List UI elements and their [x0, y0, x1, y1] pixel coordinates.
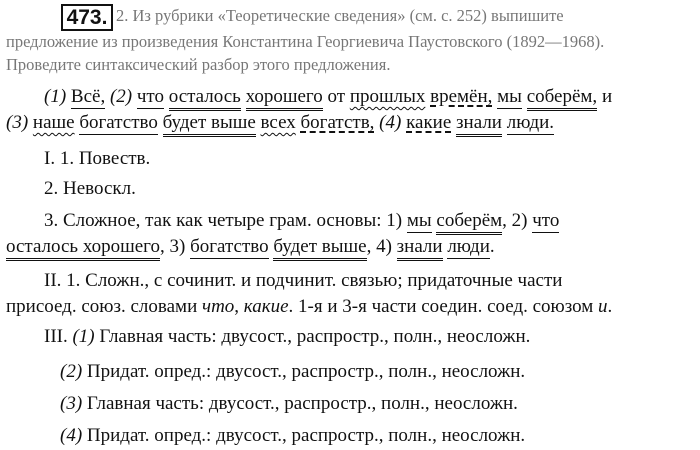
stem-subject: что	[532, 210, 560, 231]
word-predicate: соберём,	[527, 86, 598, 111]
word-predicate: хорошего	[246, 86, 323, 111]
analysis-iii-4	[60, 425, 525, 447]
text: , 3)	[160, 236, 191, 257]
part-number: (4)	[60, 425, 83, 446]
conj-word: что	[202, 296, 235, 317]
word-predicate: осталось	[169, 86, 241, 111]
word-attribute: прошлых	[349, 86, 426, 107]
task-line-1: 2. Из рубрики «Теоретические сведения» (см. с. 252) выпишите	[116, 6, 564, 25]
text: Главная часть: двусост., распростр., полн., неосложн.	[94, 326, 531, 347]
task-line-3: Проведите синтаксический разбор этого предложения.	[6, 55, 391, 74]
text: . 1-я и 3-я части соедин. соед. союзом	[288, 296, 599, 317]
text: , 4)	[366, 236, 397, 257]
word-subject: мы	[497, 86, 522, 107]
text: Придат. опред.: двусост., распростр., полн., неосложн.	[82, 425, 526, 446]
part-number: (4)	[379, 112, 402, 133]
stem-subject: мы	[406, 210, 432, 231]
analysis-iii-1	[44, 326, 530, 348]
part-number: (2)	[60, 361, 83, 382]
word-subject: Всё,	[70, 86, 106, 107]
sentence-line-1	[44, 86, 612, 108]
analysis-ii-line-2	[6, 296, 612, 318]
part-number: (3)	[60, 393, 83, 414]
word-attribute: наше	[32, 112, 75, 133]
stem-predicate: соберём	[436, 210, 502, 235]
text: .	[607, 296, 613, 317]
word: от	[327, 86, 346, 107]
analysis-iii-2	[60, 361, 525, 383]
text: , 2)	[502, 210, 533, 231]
analysis-i-3-line-1	[44, 210, 559, 232]
analysis-ii-line-1: II. 1. Сложн., с сочинит. и подчинит. связью; придаточные части	[44, 270, 563, 291]
text: 3. Сложное, так как четыре грам. основы: 1)	[44, 210, 407, 231]
word-subject: что	[136, 86, 164, 107]
text: .	[489, 236, 495, 257]
part-number: (1)	[44, 86, 67, 107]
word-object: богатств,	[300, 112, 375, 133]
text: ,	[234, 296, 244, 317]
analysis-iii-3	[60, 393, 518, 415]
text: присоед. союз. словами	[6, 296, 202, 317]
part-number: (3)	[6, 112, 29, 133]
conj-word: и	[598, 296, 608, 317]
stem-subject: люди	[447, 236, 490, 257]
analysis-i-3-line-2	[6, 236, 495, 258]
stem-predicate: будет выше	[273, 236, 366, 261]
stem-predicate: осталось хорошего	[6, 236, 160, 261]
sentence-line-2	[6, 112, 554, 134]
exercise-number: 473.	[61, 4, 113, 31]
word-predicate: знали	[456, 112, 502, 137]
word-object: какие	[406, 112, 452, 133]
text: III.	[44, 326, 73, 347]
part-number: (1)	[72, 326, 95, 347]
stem-subject: богатство	[190, 236, 269, 257]
conj-word: какие	[243, 296, 289, 317]
task-line-2: предложение из произведения Константина Георгиевича Паустовского (1892—1968).	[6, 32, 605, 51]
word-object: времён,	[430, 86, 493, 107]
text: Главная часть: двусост., распростр., полн., неосложн.	[82, 393, 518, 414]
analysis-i-2: 2. Невоскл.	[44, 178, 136, 199]
text: Придат. опред.: двусост., распростр., полн., неосложн.	[82, 361, 526, 382]
stem-predicate: знали	[397, 236, 443, 261]
word-predicate: будет выше	[163, 112, 256, 137]
word-attribute: всех	[260, 112, 296, 133]
word: и	[601, 86, 613, 107]
part-number: (2)	[109, 86, 133, 107]
analysis-i-1: I. 1. Повеств.	[44, 148, 151, 169]
word-subject: люди.	[506, 112, 555, 133]
word-subject: богатство	[79, 112, 158, 133]
